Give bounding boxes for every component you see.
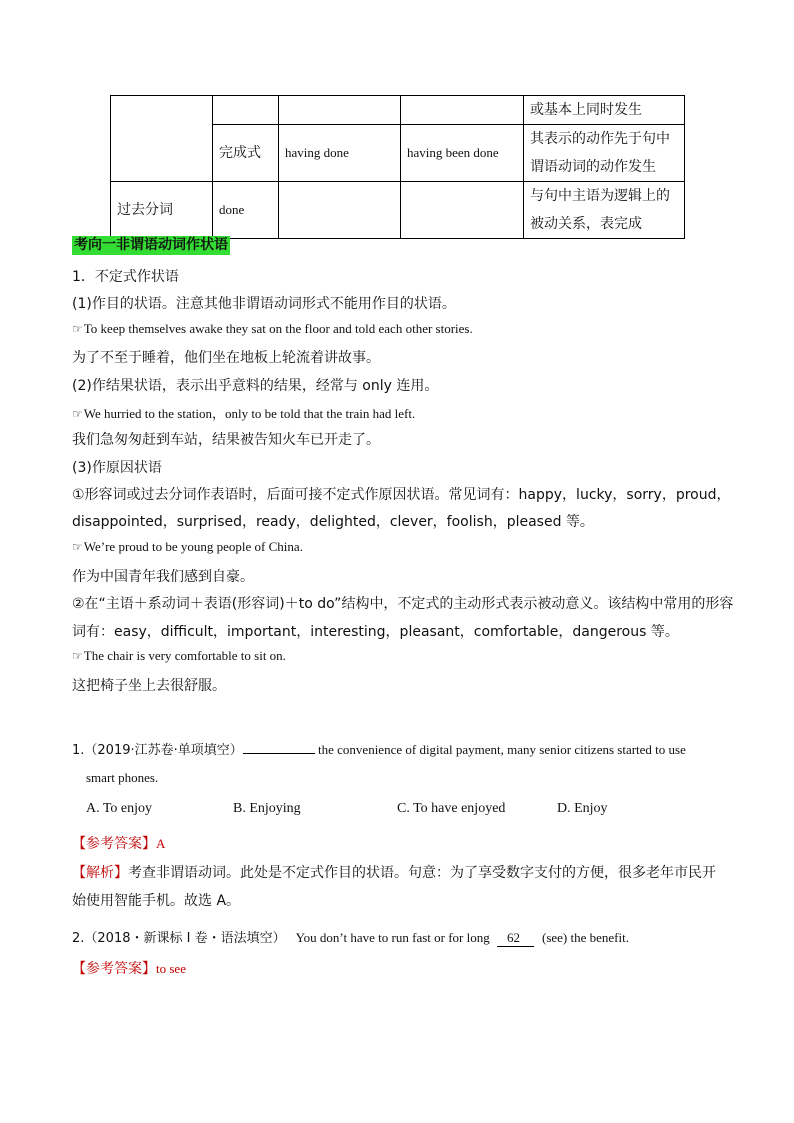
table-cell: having been done xyxy=(401,125,524,182)
question-1-text: the convenience of digital payment, many senior citizens started to use xyxy=(314,742,686,757)
answer-line xyxy=(72,958,186,978)
table-row xyxy=(111,96,685,125)
pointing-hand-icon: ☞ xyxy=(72,322,83,336)
grammar-table xyxy=(110,95,685,239)
analysis-label: 【解析】 xyxy=(72,865,128,881)
table-row xyxy=(111,182,685,239)
example-sentence xyxy=(72,403,415,422)
paragraph: ①形容词或过去分词作表语时，后面可接不定式作原因状语。常见词有：happy，lucky，sorry，proud， xyxy=(72,487,731,503)
pointing-hand-icon: ☞ xyxy=(72,540,83,554)
table-cell: 与句中主语为逻辑上的被动关系，表完成 xyxy=(524,182,685,239)
example-text: To keep themselves awake they sat on the floor and told each other stories. xyxy=(83,321,473,336)
question-1-source: 1.（2019·江苏卷·单项填空） xyxy=(72,743,243,758)
option-d: D. Enjoy xyxy=(557,801,608,816)
table-cell xyxy=(213,96,279,125)
question-2-text-cont: (see) the benefit. xyxy=(542,930,629,945)
example-sentence xyxy=(72,648,286,664)
question-2-stem xyxy=(72,927,629,947)
answer-value: to see xyxy=(156,961,186,976)
paragraph: (1)作目的状语。注意其他非谓语动词形式不能用作目的状语。 xyxy=(72,296,456,312)
option-a: A. To enjoy xyxy=(86,801,153,816)
question-2-text: You don’t have to run fast or for long xyxy=(295,930,493,945)
table-cell: 完成式 xyxy=(213,125,279,182)
example-sentence xyxy=(72,321,473,337)
table-cell xyxy=(401,96,524,125)
paragraph: disappointed，surprised，ready，delighted，clever，foolish，pleased 等。 xyxy=(72,514,594,530)
paragraph: 词有：easy，difficult，important，interesting，pleasant，comfortable，dangerous 等。 xyxy=(72,624,679,640)
answer-blank-number: 62 xyxy=(497,930,534,947)
table-cell xyxy=(401,182,524,239)
analysis-text: 考查非谓语动词。此处是不定式作目的状语。句意：为了享受数字支付的方便，很多老年市民开 xyxy=(128,865,716,881)
table-cell: done xyxy=(213,182,279,239)
paragraph: ②在“主语＋系动词＋表语(形容词)＋to do”结构中，不定式的主动形式表示被动意义。该结构中常用的形容 xyxy=(72,596,734,612)
option-b: B. Enjoying xyxy=(233,801,301,816)
heading: 1．不定式作状语 xyxy=(72,269,179,285)
answer-blank xyxy=(243,740,315,754)
table-cell xyxy=(279,182,401,239)
answer-label: 【参考答案】 xyxy=(72,961,156,977)
answer-line xyxy=(72,833,165,853)
translation: 这把椅子坐上去很舒服。 xyxy=(72,678,226,694)
translation: 作为中国青年我们感到自豪。 xyxy=(72,569,254,585)
table-cell xyxy=(279,96,401,125)
example-text: We’re proud to be young people of China. xyxy=(83,539,303,554)
option-c: C. To have enjoyed xyxy=(397,801,506,816)
answer-value: A xyxy=(156,836,166,851)
answer-label: 【参考答案】 xyxy=(72,836,156,852)
section-title: 考向一非谓语动词作状语 xyxy=(74,237,228,253)
question-2-source: 2.（2018・新课标 I 卷・语法填空） xyxy=(72,931,286,946)
pointing-hand-icon: ☞ xyxy=(72,649,83,663)
example-text: The chair is very comfortable to sit on. xyxy=(83,648,286,663)
table-cell: 过去分词 xyxy=(111,182,213,239)
pointing-hand-icon: ☞ xyxy=(72,407,83,421)
question-1-stem-cont: smart phones. xyxy=(86,770,159,785)
example-text: We hurried to the station，only to be told that the train had left. xyxy=(83,406,416,421)
table-cell: having done xyxy=(279,125,401,182)
paragraph: (2)作结果状语，表示出乎意料的结果，经常与 only 连用。 xyxy=(72,378,439,394)
translation: 为了不至于睡着，他们坐在地板上轮流着讲故事。 xyxy=(72,350,380,366)
analysis-line xyxy=(72,862,716,882)
table-cell xyxy=(111,96,213,182)
paragraph: (3)作原因状语 xyxy=(72,460,162,476)
analysis-line-cont: 始使用智能手机。故选 A。 xyxy=(72,893,241,909)
example-sentence xyxy=(72,539,303,555)
table-cell: 其表示的动作先于句中谓语动词的动作发生 xyxy=(524,125,685,182)
question-1-stem xyxy=(72,739,686,758)
table-cell: 或基本上同时发生 xyxy=(524,96,685,125)
translation: 我们急匆匆赶到车站，结果被告知火车已开走了。 xyxy=(72,432,380,448)
